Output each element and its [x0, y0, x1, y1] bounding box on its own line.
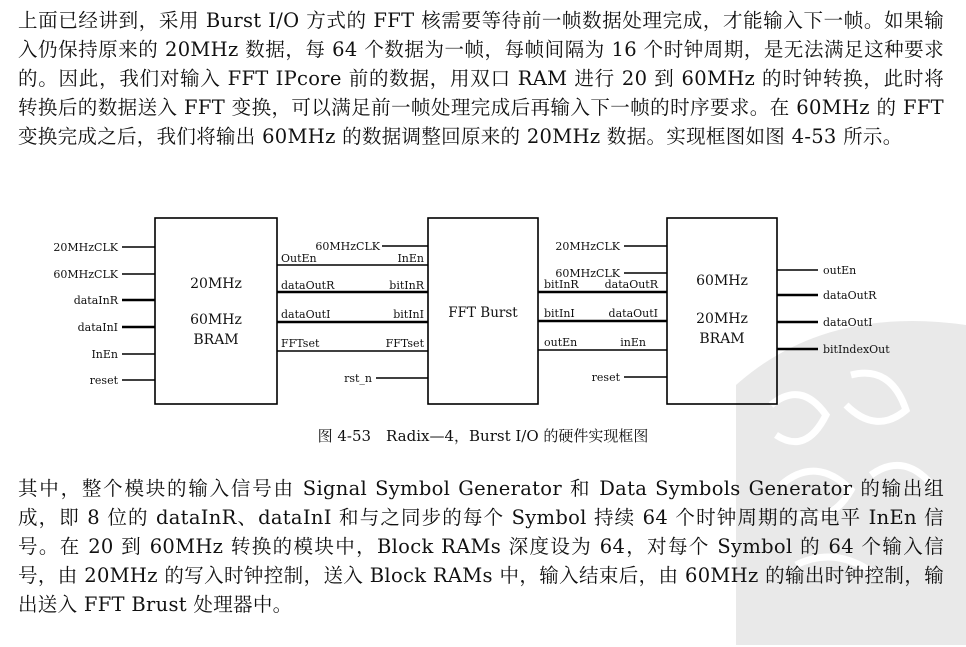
- fft-clock-label: 60MHzCLK: [315, 240, 380, 253]
- block3-title-line1: 60MHz: [696, 273, 748, 289]
- block3-output-label: bitIndexOut: [823, 343, 890, 356]
- fft-reset-label: rst_n: [344, 372, 372, 385]
- fft-output-label: dataOutR: [604, 278, 658, 291]
- block1-input-label: dataInR: [73, 294, 118, 307]
- block3-output-label: outEn: [823, 264, 857, 277]
- body-paragraph-1: 上面已经讲到，采用 Burst I/O 方式的 FFT 核需要等待前一帧数据处理完成，才能输入下一帧。如果输入仍保持原来的 20MHz 数据，每 64 个数据为一帧，每帧间隔为 16 个时钟周期，是无法满足这种要求的。因此，我们对输入 FFT IPcore 前的数据，用双口 RAM 进行 20 到 60MHz 的时钟转换，此时将转换后的数据送入 FFT 变换，可以满足前一帧处理完成后再输入下一帧的时序要求。在 60MHz 的 FFT 变换完成之后，我们将输出 60MHz 的数据调整回原来的 20MHz 数据。实现框图如图 4-53 所示。: [18, 9, 944, 148]
- block3-input-label: 60MHzCLK: [555, 267, 620, 280]
- block3-input-label: bitInI: [544, 307, 575, 320]
- block1-output-label: dataOutR: [281, 279, 335, 292]
- block3-input-label: 20MHzCLK: [555, 240, 620, 253]
- block3-title-line2: 20MHz: [696, 311, 748, 327]
- block-diagram: [0, 206, 966, 456]
- fft-input-label: bitInR: [389, 279, 424, 292]
- block1-input-label: dataInI: [77, 321, 118, 334]
- fft-block-title: FFT Burst: [448, 305, 518, 321]
- fft-output-label: inEn: [620, 336, 646, 349]
- block1-title-line1: 20MHz: [190, 276, 242, 292]
- block1-input-label: 20MHzCLK: [53, 241, 118, 254]
- block3-input-label: bitInR: [544, 278, 579, 291]
- block1-input-label: reset: [89, 374, 118, 387]
- block1-input-label: 60MHzCLK: [53, 268, 118, 281]
- bram-block-1: [155, 218, 277, 404]
- block3-input-label: outEn: [544, 336, 578, 349]
- block3-title-line3: BRAM: [699, 331, 745, 347]
- block1-output-label: FFTset: [281, 337, 320, 350]
- block3-output-label: dataOutI: [823, 316, 873, 329]
- block1-input-label: InEn: [91, 348, 118, 361]
- block3-output-label: dataOutR: [823, 289, 877, 302]
- block1-title-line3: BRAM: [193, 332, 239, 348]
- fft-output-label: dataOutI: [608, 307, 658, 320]
- figure-caption: 图 4-53 Radix—4，Burst I/O 的硬件实现框图: [317, 427, 649, 445]
- body-paragraph-2: 其中，整个模块的输入信号由 Signal Symbol Generator 和 Data Symbols Generator 的输出组成，即 8 位的 dataInR、dataInI 和与之同步的每个 Symbol 持续 64 个时钟周期的高电平 InEn 信号。在 20 到 60MHz 转换的模块中，Block RAMs 深度设为 64，对每个 Symbol 的 64 个输入信号，由 20MHz 的写入时钟控制，送入 Block RAMs 中，输入结束后，由 60MHz 的输出时钟控制，输出送入 FFT Brust 处理器中。: [18, 477, 944, 616]
- fft-input-label: InEn: [397, 252, 424, 265]
- fft-input-label: FFTset: [385, 337, 424, 350]
- block1-title-line2: 60MHz: [190, 312, 242, 328]
- fft-input-label: bitInI: [393, 308, 424, 321]
- block1-output-label: OutEn: [281, 252, 317, 265]
- block1-output-label: dataOutI: [281, 308, 331, 321]
- block3-input-label: reset: [591, 371, 620, 384]
